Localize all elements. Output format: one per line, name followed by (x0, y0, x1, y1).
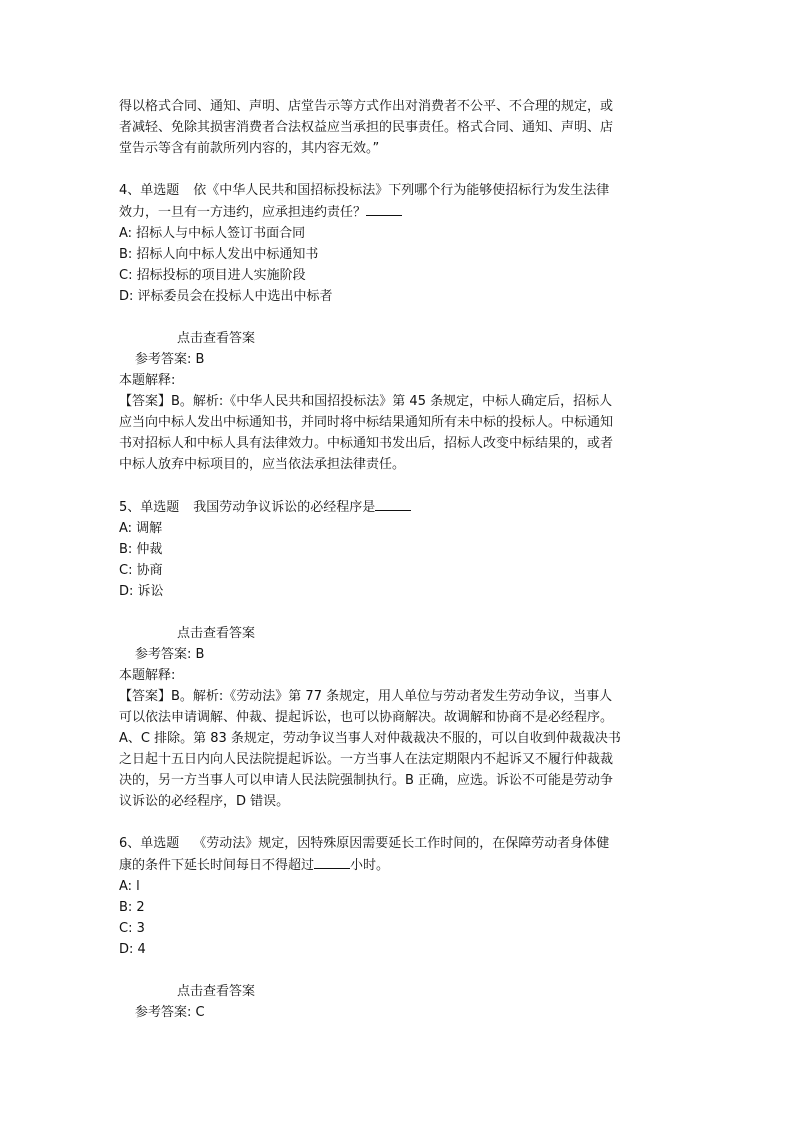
question-stem-line: 效力，一旦有一方违约，应承担违约责任？ (119, 205, 367, 220)
option-c: C: 3 (119, 921, 145, 936)
reference-answer: 参考答案: C (135, 1005, 205, 1020)
intro-paragraph (119, 96, 679, 159)
question-stem-line: 康的条件下延长时间每日不得超过 (119, 858, 315, 873)
show-answer-link[interactable]: 点击查看答案 (177, 626, 256, 641)
explanation-line: 议诉讼的必经程序，D 错误。 (119, 794, 290, 809)
reference-answer: 参考答案: B (135, 352, 205, 367)
show-answer-link[interactable]: 点击查看答案 (177, 984, 256, 999)
option-a: A: 调解 (119, 521, 163, 536)
explanation-line: 决的，另一方当事人可以申请人民法院强制执行。B 正确，应选。诉讼不可能是劳动争 (119, 773, 614, 788)
question-number: 4、单选题 (119, 183, 180, 198)
option-a: A: l (119, 879, 140, 894)
question-stem (119, 496, 679, 518)
intro-line: 得以格式合同、通知、声明、店堂告示等方式作出对消费者不公平、不合理的规定，或 (119, 99, 614, 114)
question-5 (119, 496, 679, 812)
question-number: 5、单选题 (119, 500, 180, 515)
option-c: C: 招标投标的项目进人实施阶段 (119, 268, 306, 283)
explanation-line: 之日起十五日内向人民法院提起诉讼。一方当事人在法定期限内不起诉又不履行仲裁裁 (119, 752, 614, 767)
explanation-label: 本题解释: (119, 373, 176, 388)
question-stem-line: 我国劳动争议诉讼的必经程序是 (193, 500, 376, 515)
question-stem-continued (119, 201, 679, 223)
question-stem (119, 180, 679, 201)
option-a: A: 招标人与中标人签订书面合同 (119, 226, 306, 241)
question-6 (119, 833, 679, 1023)
option-d: D: 诉讼 (119, 584, 164, 599)
intro-line: 堂告示等含有前款所列内容的，其内容无效。” (119, 141, 380, 156)
question-stem-suffix: 小时。 (350, 858, 390, 873)
question-stem-line: 《劳动法》规定，因特殊原因需要延长工作时间的，在保障劳动者身体健 (193, 836, 610, 851)
answer-blank (366, 201, 402, 216)
explanation-line: 可以依法申请调解、仲裁、提起诉讼，也可以协商解决。故调解和协商不是必经程序。 (119, 710, 614, 725)
intro-line: 者减轻、免除其损害消费者合法权益应当承担的民事责任。格式合同、通知、声明、店 (119, 120, 614, 135)
question-stem-continued (119, 854, 679, 876)
question-stem (119, 833, 679, 854)
explanation-line: 书对招标人和中标人具有法律效力。中标通知书发出后，招标人改变中标结果的，或者 (119, 436, 614, 451)
explanation-line: 【答案】B。解析:《劳动法》第 77 条规定，用人单位与劳动者发生劳动争议，当事人 (119, 689, 613, 704)
show-answer-link[interactable]: 点击查看答案 (177, 331, 256, 346)
answer-blank (375, 496, 411, 511)
reference-answer: 参考答案: B (135, 647, 205, 662)
question-stem-line: 依《中华人民共和国招标投标法》下列哪个行为能够使招标行为发生法律 (193, 183, 610, 198)
option-b: B: 2 (119, 900, 145, 915)
option-c: C: 协商 (119, 563, 163, 578)
answer-blank (314, 854, 350, 869)
explanation-label: 本题解释: (119, 668, 176, 683)
explanation-line: 应当向中标人发出中标通知书，并同时将中标结果通知所有未中标的投标人。中标通知 (119, 415, 614, 430)
question-4 (119, 180, 679, 475)
option-b: B: 招标人向中标人发出中标通知书 (119, 247, 319, 262)
question-number: 6、单选题 (119, 836, 180, 851)
explanation-line: 中标人放弃中标项目的，应当依法承担法律责任。 (119, 457, 406, 472)
option-d: D: 评标委员会在投标人中选出中标者 (119, 289, 333, 304)
explanation-line: A、C 排除。第 83 条规定，劳动争议当事人对仲裁裁决不服的，可以自收到仲裁裁决书 (119, 731, 621, 746)
explanation-line: 【答案】B。解析:《中华人民共和国招投标法》第 45 条规定，中标人确定后，招标人 (119, 394, 613, 409)
document-page (119, 96, 679, 1023)
option-b: B: 仲裁 (119, 542, 163, 557)
option-d: D: 4 (119, 942, 146, 957)
